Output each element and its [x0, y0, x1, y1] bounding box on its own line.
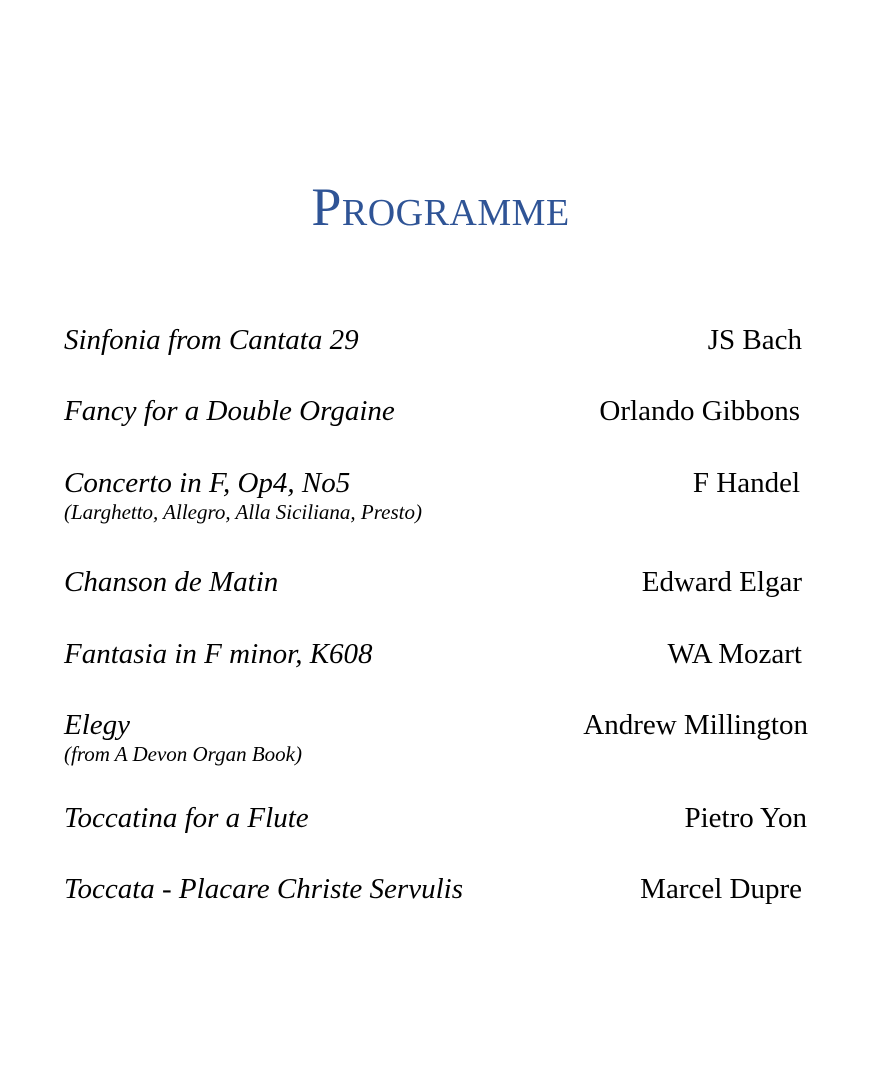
composer-name: JS Bach: [707, 324, 802, 356]
composer-name: Marcel Dupre: [640, 873, 802, 905]
programme-item: [64, 469, 810, 523]
composer-name: Edward Elgar: [641, 566, 802, 598]
piece-title: Concerto in F, Op4, No5: [64, 467, 351, 499]
programme-item: [64, 804, 810, 833]
programme-item: [64, 640, 810, 669]
composer-name: Pietro Yon: [684, 802, 807, 834]
programme-item: [64, 568, 810, 597]
composer-name: Orlando Gibbons: [599, 395, 800, 427]
composer-name: F Handel: [692, 467, 800, 499]
piece-subtitle: (Larghetto, Allegro, Alla Siciliana, Presto): [64, 500, 422, 524]
programme-item: [64, 711, 810, 765]
composer-name: WA Mozart: [667, 638, 802, 670]
piece-title: Elegy: [64, 709, 131, 741]
piece-title: Fantasia in F minor, K608: [64, 638, 373, 670]
piece-title: Toccata - Placare Christe Servulis: [64, 873, 463, 905]
page-title: Programme: [311, 177, 570, 237]
piece-title: Toccatina for a Flute: [64, 802, 309, 834]
piece-subtitle: (from A Devon Organ Book): [64, 742, 302, 766]
piece-title: Chanson de Matin: [64, 566, 279, 598]
composer-name: Andrew Millington: [583, 709, 808, 741]
programme-item: [64, 326, 810, 355]
programme-item: [64, 875, 810, 904]
programme-item: [64, 397, 810, 426]
piece-title: Sinfonia from Cantata 29: [64, 324, 359, 356]
piece-title: Fancy for a Double Orgaine: [64, 395, 395, 427]
